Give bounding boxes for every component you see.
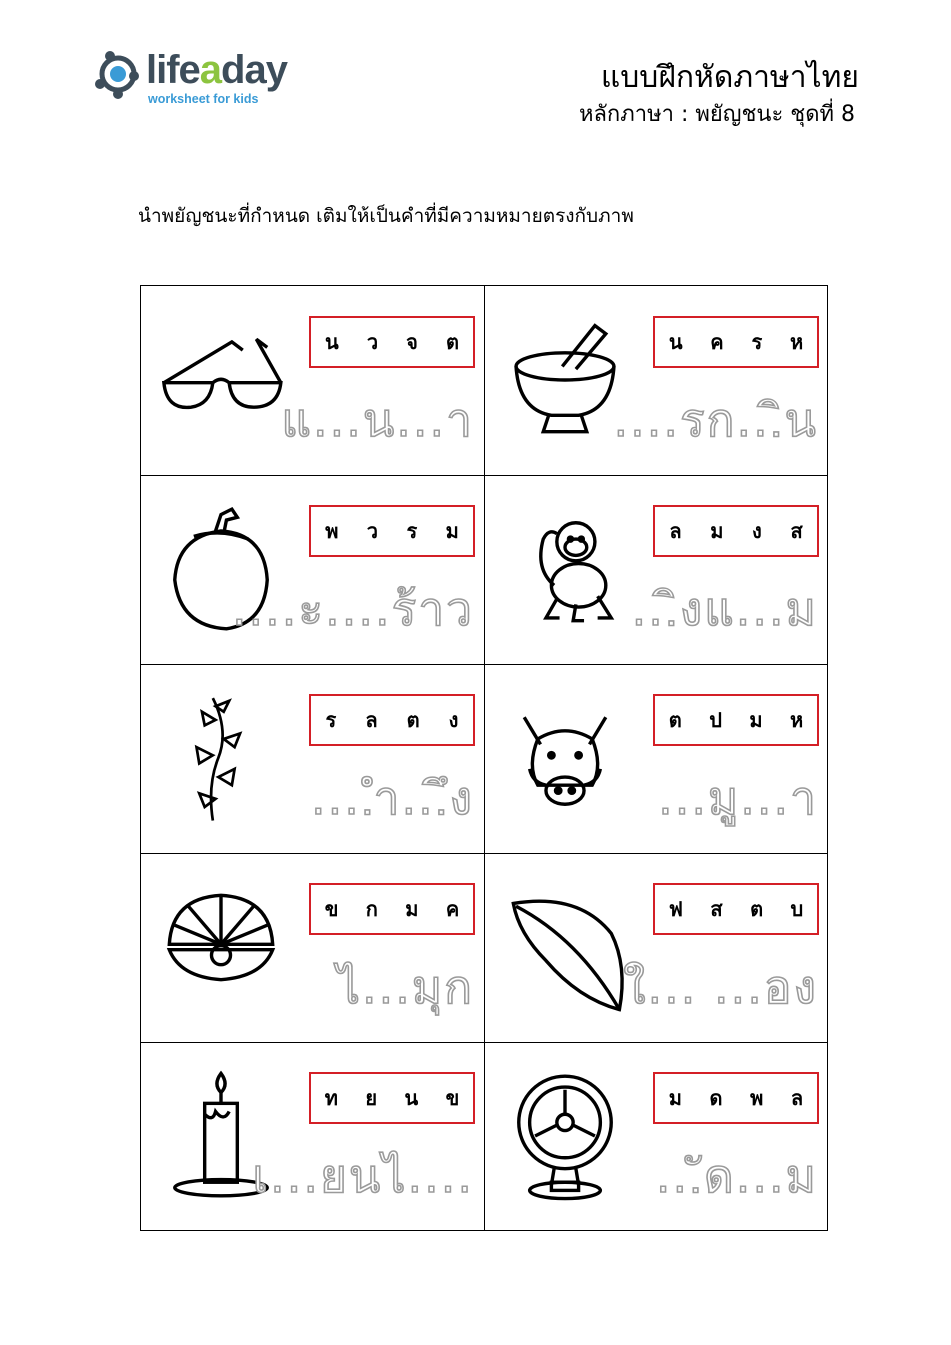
- consonant-letter: ล: [790, 1086, 804, 1110]
- consonant-letter: ข: [324, 897, 339, 921]
- consonant-letter: น: [404, 1086, 419, 1110]
- consonant-letter: น: [668, 330, 683, 354]
- consonant-letter: ต: [406, 708, 420, 732]
- trace-word: แ...น...า: [281, 393, 474, 447]
- consonant-letter: ฟ: [668, 897, 683, 921]
- letter-box: [309, 505, 475, 557]
- consonant-letter: ร: [406, 519, 418, 543]
- letter-box: [653, 1072, 819, 1124]
- trace-word: เ...ยนไ....: [252, 1149, 474, 1203]
- letter-box: [653, 316, 819, 368]
- exercise-cell: [141, 664, 484, 853]
- consonant-letter: ข: [445, 1086, 460, 1110]
- exercise-cell: [485, 664, 828, 853]
- consonant-letter: ม: [668, 1086, 682, 1110]
- trace-word: ไ...มุก: [336, 960, 474, 1014]
- page-subtitle: หลักภาษา : พยัญชนะ ชุดที่ 8: [578, 102, 855, 127]
- exercise-cell: [485, 1042, 828, 1231]
- consonant-letter: ล: [669, 519, 682, 543]
- trace-word: ....ะ....ร้าว: [231, 582, 474, 636]
- trace-word: ...มู...า: [658, 771, 818, 825]
- consonant-letter: ด: [709, 1086, 723, 1110]
- exercise-grid: [140, 285, 828, 1231]
- consonant-letter: ค: [445, 897, 460, 921]
- exercise-cell: [141, 475, 484, 664]
- consonant-letter: ย: [365, 1086, 378, 1110]
- brand-tagline: worksheet for kids: [148, 92, 259, 106]
- letter-box: [309, 883, 475, 935]
- trace-word: ใ... ...อง: [623, 960, 818, 1014]
- monkey-icon: [497, 499, 633, 639]
- letter-box: [309, 316, 475, 368]
- consonant-letter: ต: [445, 330, 459, 354]
- exercise-cell: [141, 1042, 484, 1231]
- consonant-letter: ป: [709, 708, 722, 732]
- exercise-cell: [485, 286, 828, 475]
- consonant-letter: ง: [752, 519, 762, 543]
- boar-icon: [497, 688, 633, 828]
- trace-word: ...ิงแ...ม: [631, 582, 818, 636]
- page-title: แบบฝึกหัดภาษาไทย: [600, 60, 859, 95]
- consonant-letter: ง: [448, 708, 459, 732]
- consonant-letter: ห: [789, 330, 804, 354]
- letter-box: [653, 505, 819, 557]
- letter-box: [653, 694, 819, 746]
- consonant-letter: ม: [405, 897, 419, 921]
- vine-icon: [153, 688, 289, 828]
- consonant-letter: ล: [365, 708, 378, 732]
- consonant-letter: พ: [750, 1086, 764, 1110]
- consonant-letter: ต: [668, 708, 682, 732]
- letter-box: [309, 1072, 475, 1124]
- exercise-cell: [485, 475, 828, 664]
- trace-word: ...ัด...ม: [655, 1149, 818, 1203]
- consonant-letter: ต: [750, 897, 764, 921]
- consonant-letter: ก: [365, 897, 378, 921]
- letter-box: [653, 883, 819, 935]
- exercise-cell: [141, 286, 484, 475]
- consonant-letter: ส: [710, 897, 723, 921]
- exercise-cell: [141, 853, 484, 1042]
- molecule-icon: [88, 48, 144, 112]
- consonant-letter: พ: [325, 519, 339, 543]
- consonant-letter: ร: [325, 708, 337, 732]
- instruction-text: นำพยัญชนะที่กำหนด เติมให้เป็นคำที่มีความหมายตรงกับภาพ: [138, 205, 634, 227]
- letter-box: [309, 694, 475, 746]
- trace-word: ....ำ...ึง: [311, 771, 474, 825]
- exercise-cell: [485, 853, 828, 1042]
- consonant-letter: ส: [790, 519, 803, 543]
- consonant-letter: ม: [749, 708, 763, 732]
- consonant-letter: ร: [751, 330, 763, 354]
- consonant-letter: บ: [790, 897, 804, 921]
- consonant-letter: ม: [445, 519, 459, 543]
- fan-icon: [497, 1066, 633, 1206]
- brand-name: lifeaday: [146, 48, 287, 92]
- consonant-letter: ว: [366, 330, 379, 354]
- consonant-letter: ท: [324, 1086, 338, 1110]
- oyster-pearl-icon: [153, 877, 289, 1017]
- glasses-icon: [153, 310, 289, 450]
- consonant-letter: ว: [366, 519, 379, 543]
- consonant-letter: ม: [710, 519, 724, 543]
- brand-logo: [88, 48, 308, 112]
- consonant-letter: จ: [406, 330, 418, 354]
- leaf-icon: [497, 877, 633, 1017]
- consonant-letter: น: [325, 330, 339, 354]
- trace-word: ....รก...ิน: [613, 393, 818, 447]
- consonant-letter: ห: [790, 708, 804, 732]
- consonant-letter: ค: [710, 330, 724, 354]
